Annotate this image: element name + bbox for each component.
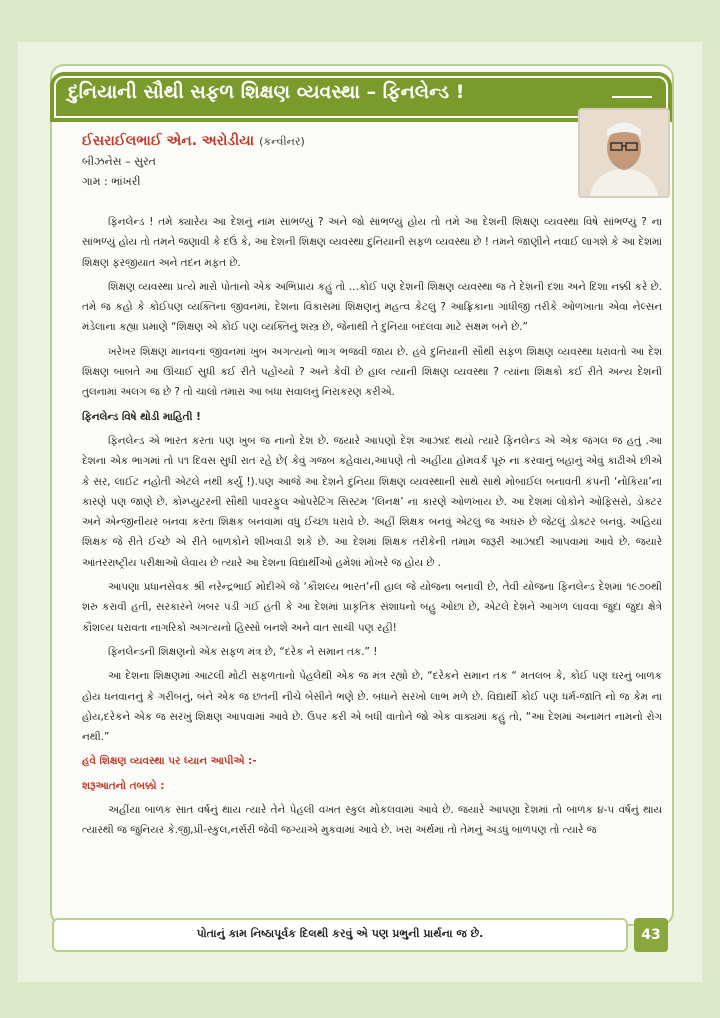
article-title: દુનિયાની સૌથી સફળ શિક્ષણ વ્યવસ્થા – ફિનલેન્ડ ! (68, 81, 465, 103)
body-paragraph: ખરેખર શિક્ષણ માનવનાં જીવનમાં ખુબ અગત્યનો ભાગ ભજવી જાય છે. હવે દુનિયાની સૌથી સફળ શિક્ષણ વ્યવસ્થા ધરાવતો આ દેશ શિક્ષણ બાબતે આ ઊંચાઈ સુધી કઈ રીતે પહોંચ્યો ? અને કેવી છે હાલ ત્યાની શિક્ષણ વ્યવસ્થા ? ત્યાંના શિક્ષકો કઈ રીતે અન્ય દેશની તુલનામાં અલગ જ છે ? તો ચાલો તમારા આ બધા સવાલનું નિરાકરણ કરીએ. (82, 345, 662, 399)
section-heading: શરૂઆતનો તબક્કો : (82, 779, 165, 792)
author-photo (578, 108, 670, 198)
author-business: બીઝનેસ – સુરત (82, 155, 156, 168)
section-heading: ફિનલેન્ડ વિષે થોડી માહિતી ! (82, 410, 201, 423)
author-block (82, 130, 542, 189)
body-paragraph: ફિનલેન્ડની શિક્ષણનો એક સફળ મંત્ર છે, “દરેક ને સમાન તક.” ! (108, 645, 378, 658)
body-paragraph: ફિનલેન્ડ એ ભારત કરતા પણ ખુબ જ નાનો દેશ છે. જયારે આપણો દેશ આઝાદ થયો ત્યારે ફિનલેન્ડ એ એક જંગલ જ હતું .આ દેશના એક ભાગમાં તો ૫૧ દિવસ સુધી રાત રહે છે( કેવું ગજબ કહેવાય,આપણે તો અહીંયા હોમવર્ક પૂરું ના કરવાનું બહાનું એવું કાઢીએ છીએ કે સર, લાઈટ નહોતી એટલે નથી કર્યું !).પણ આજે આ દેશને દુનિયા શિક્ષણ વ્યવસ્થાની સાથે સાથે મોબાઈલ બનાવતી કંપની ‘નોકિયા’ના કારણે પણ જાણે છે. કોમ્પ્યુટરની સૌથી પાવરફુલ ઓપરેટિંગ સિસ્ટમ ‘લિનક્ષ’ ના કારણે ઓળખાય છે. આ દેશમાં લોકોને ઓફિસરો, ડોક્ટર અને એન્જીનીયર બનવા કરતા શિક્ષક બનવામાં વધુ ઈચ્છા ધરાવે છે. અહીં શિક્ષક બનવું એટલું જ અઘરું છે જેટલું ડોક્ટર બનવું. અહિયાં શિક્ષક જે રીતે ઈચ્છે એ રીતે બાળકોને શીખવાડી શકે છે. આ દેશમાં શિક્ષક તરીકેની તમામ જરૂરી આઝાદી આપવામાં આવે છે. જયારે આંતરરાષ્ટ્રીય પરીક્ષાઓ લેવાય છે ત્યારે આ દેશના વિદ્યાર્થીઓ હમેશાં મોખરે જ હોય છે . (82, 434, 662, 569)
portrait-image (580, 110, 668, 196)
article-body (82, 212, 662, 845)
author-name: ઈસરાઈલભાઈ એન. અરોડીયા (82, 133, 255, 149)
footer-quote-box (52, 918, 628, 952)
page-number: 43 (634, 918, 668, 952)
body-paragraph: ફિનલેન્ડ ! તમે ક્યારેય આ દેશનું નામ સાંભળ્યું ? અને જો સાંભળ્યું હોય તો તમે આ દેશની શિક્ષણ વ્યવસ્થા વિષે સાંભળ્યું ? ના સાંભળ્યું હોય તો તમને જણાવી કે દઉં કે, આ દેશની શિક્ષણ વ્યવસ્થા દુનિયાની સફળ વ્યવસ્થા છે ! તમને જાણીને નવાઈ લાગશે કે આ દેશમાં શિક્ષણ ફરજીયાત અને તદન મફત છે. (82, 216, 662, 269)
author-village: ગામ : ભાંખરી (82, 175, 141, 188)
body-paragraph: આ દેશના શિક્ષણમાં આટલી મોટી સફળતાનો પેહલેથી એક જ મંત્ર રહ્યો છે, “દરેકને સમાન તક “ મતલબ કે, કોઈ પણ ઘરનું બાળક હોય ધનવાનનું કે ગરીબનું, બંને એક જ છતની નીચે બેસીને ભણે છે. બધાને સરખો લાભ મળે છે. વિદ્યાર્થી કોઈ પણ ધર્મ-જાતિ નો જ કેમ ના હોય,દરેકને એક જ સરખું શિક્ષણ આપવામાં આવે છે. ઉપર કરી એ બધી વાતોને જો એક વાક્યમાં કહું તો, “આ દેશમાં અનામત નામનો રોગ નથી.” (82, 670, 662, 744)
footer-quote: પોતાનું કામ નિષ્ઠાપૂર્વક દિલથી કરવું એ પણ પ્રભુની પ્રાર્થના જ છે. (196, 927, 484, 940)
body-paragraph: શિક્ષણ વ્યવસ્થા પ્રત્યે મારો પોતાનો એક અભિપ્રાય કહું તો …કોઈ પણ દેશની શિક્ષણ વ્યવસ્થા જ તે દેશની દશા અને દિશા નક્કી કરે છે. તમે જ કહો કે કોઈપણ વ્યક્તિના જીવનમાં, દેશના વિકાસમાં શિક્ષણનું મહત્વ કેટલું ? આફ્રિકાના ગાંધીજી તરીકે ઓળખાતા એવા નેલ્સન મંડેલાના કહ્યા પ્રમાણે “શિક્ષણ એ કોઈ પણ વ્યક્તિનું શસ્ત્ર છે, જેનાથી તે દુનિયા બદલવા માટે સક્ષમ બને છે.” (82, 280, 662, 334)
author-role: (કન્વીનર) (259, 135, 305, 148)
title-decoration (612, 96, 652, 98)
body-paragraph: આપણા પ્રધાનસેવક શ્રી નરેન્દ્રભાઈ મોદીએ જે ‘કૌશલ્ય ભારત’ની હાલ જે યોજના બનાવી છે, તેવી યોજના ફિનલેન્ડ દેશમાં ૧૯૭૦થી શરુ કરાવી હતી, સરકારને ખબર પડી ગઈ હતી કે આ દેશમાં પ્રાકૃતિક સંશાધનો બહુ ઓછા છે, એટલે દેશને આગળ લાવવા જુદા જુદા ક્ષેત્રે કૌશલ્ય ધરાવતા નાગરિકો અગત્યનો હિસ્સો બનશે અને વાત સાચી પણ રહી! (82, 581, 662, 634)
section-heading: હવે શિક્ષણ વ્યવસ્થા પર ધ્યાન આપીએ :- (82, 755, 257, 768)
body-paragraph: અહીંયા બાળક સાત વર્ષનું થાય ત્યારે તેને પેહલી વખત સ્કુલ મોકલવામાં આવે છે. જયારે આપણા દેશમાં તો બાળક ૪-૫ વર્ષનું થાય ત્યારથી જ જુનિયર કે.જી,પ્રી-સ્કુલ,નર્સરી જેવી જગ્યાએ મુકવામાં આવે છે. ખરા અર્થમાં તો તેમનું અડધું બાળપણ તો ત્યારે જ (82, 804, 662, 837)
